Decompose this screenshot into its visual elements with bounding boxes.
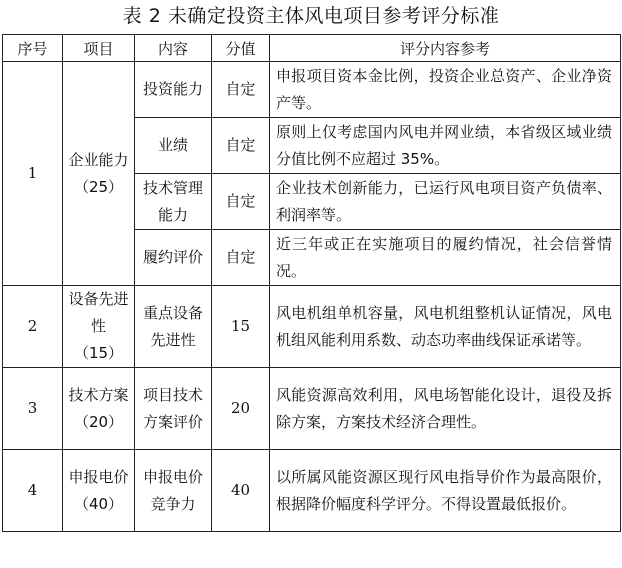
reference-cell: 风能资源高效利用，风电场智能化设计，退役及拆除方案，方案技术经济合理性。	[270, 368, 621, 450]
item-cell	[63, 368, 135, 450]
header-content: 内容	[135, 35, 212, 62]
reference-cell: 企业技术创新能力，已运行风电项目资产负债率、利润率等。	[270, 174, 621, 230]
score-cell: 自定	[212, 174, 270, 230]
header-seq: 序号	[3, 35, 63, 62]
item-score: （20）	[73, 412, 124, 431]
header-score: 分值	[212, 35, 270, 62]
reference-cell: 近三年或正在实施项目的履约情况，社会信誉情况。	[270, 230, 621, 286]
reference-cell: 以所属风能资源区现行风电指导价作为最高限价，根据降价幅度科学评分。不得设置最低报价。	[270, 450, 621, 532]
item-cell	[63, 286, 135, 368]
header-reference: 评分内容参考	[270, 35, 621, 62]
header-row	[3, 35, 621, 62]
table-caption: 表 2 未确定投资主体风电项目参考评分标准	[122, 5, 500, 27]
score-cell: 40	[212, 450, 270, 532]
content-cell: 重点设备先进性	[135, 286, 212, 368]
reference-cell: 原则上仅考虑国内风电并网业绩，本省级区域业绩分值比例不应超过 35%。	[270, 118, 621, 174]
score-cell: 20	[212, 368, 270, 450]
score-cell: 自定	[212, 230, 270, 286]
seq-cell: 4	[3, 450, 63, 532]
content-cell: 项目技术方案评价	[135, 368, 212, 450]
table-row	[3, 62, 621, 118]
content-cell: 业绩	[135, 118, 212, 174]
content-cell: 履约评价	[135, 230, 212, 286]
item-score: （40）	[73, 494, 124, 513]
reference-cell: 申报项目资本金比例，投资企业总资产、企业净资产等。	[270, 62, 621, 118]
content-cell: 投资能力	[135, 62, 212, 118]
table-row	[3, 368, 621, 450]
seq-cell: 1	[3, 62, 63, 286]
reference-cell: 风电机组单机容量，风电机组整机认证情况，风电机组风能利用系数、动态功率曲线保证承诺等。	[270, 286, 621, 368]
content-cell: 技术管理能力	[135, 174, 212, 230]
item-score: （25）	[73, 177, 124, 196]
item-name: 设备先进性	[68, 290, 129, 335]
table-row	[3, 286, 621, 368]
header-item: 项目	[63, 35, 135, 62]
score-cell: 自定	[212, 118, 270, 174]
item-score: （15）	[73, 344, 124, 362]
item-name: 申报电价	[68, 467, 129, 486]
table-row	[3, 450, 621, 532]
content-cell: 申报电价竞争力	[135, 450, 212, 532]
seq-cell: 2	[3, 286, 63, 368]
score-cell: 自定	[212, 62, 270, 118]
item-name: 技术方案	[68, 385, 129, 404]
score-cell: 15	[212, 286, 270, 368]
item-name: 企业能力	[68, 150, 129, 169]
item-cell	[63, 62, 135, 286]
item-cell	[63, 450, 135, 532]
scoring-table	[2, 34, 621, 532]
seq-cell: 3	[3, 368, 63, 450]
